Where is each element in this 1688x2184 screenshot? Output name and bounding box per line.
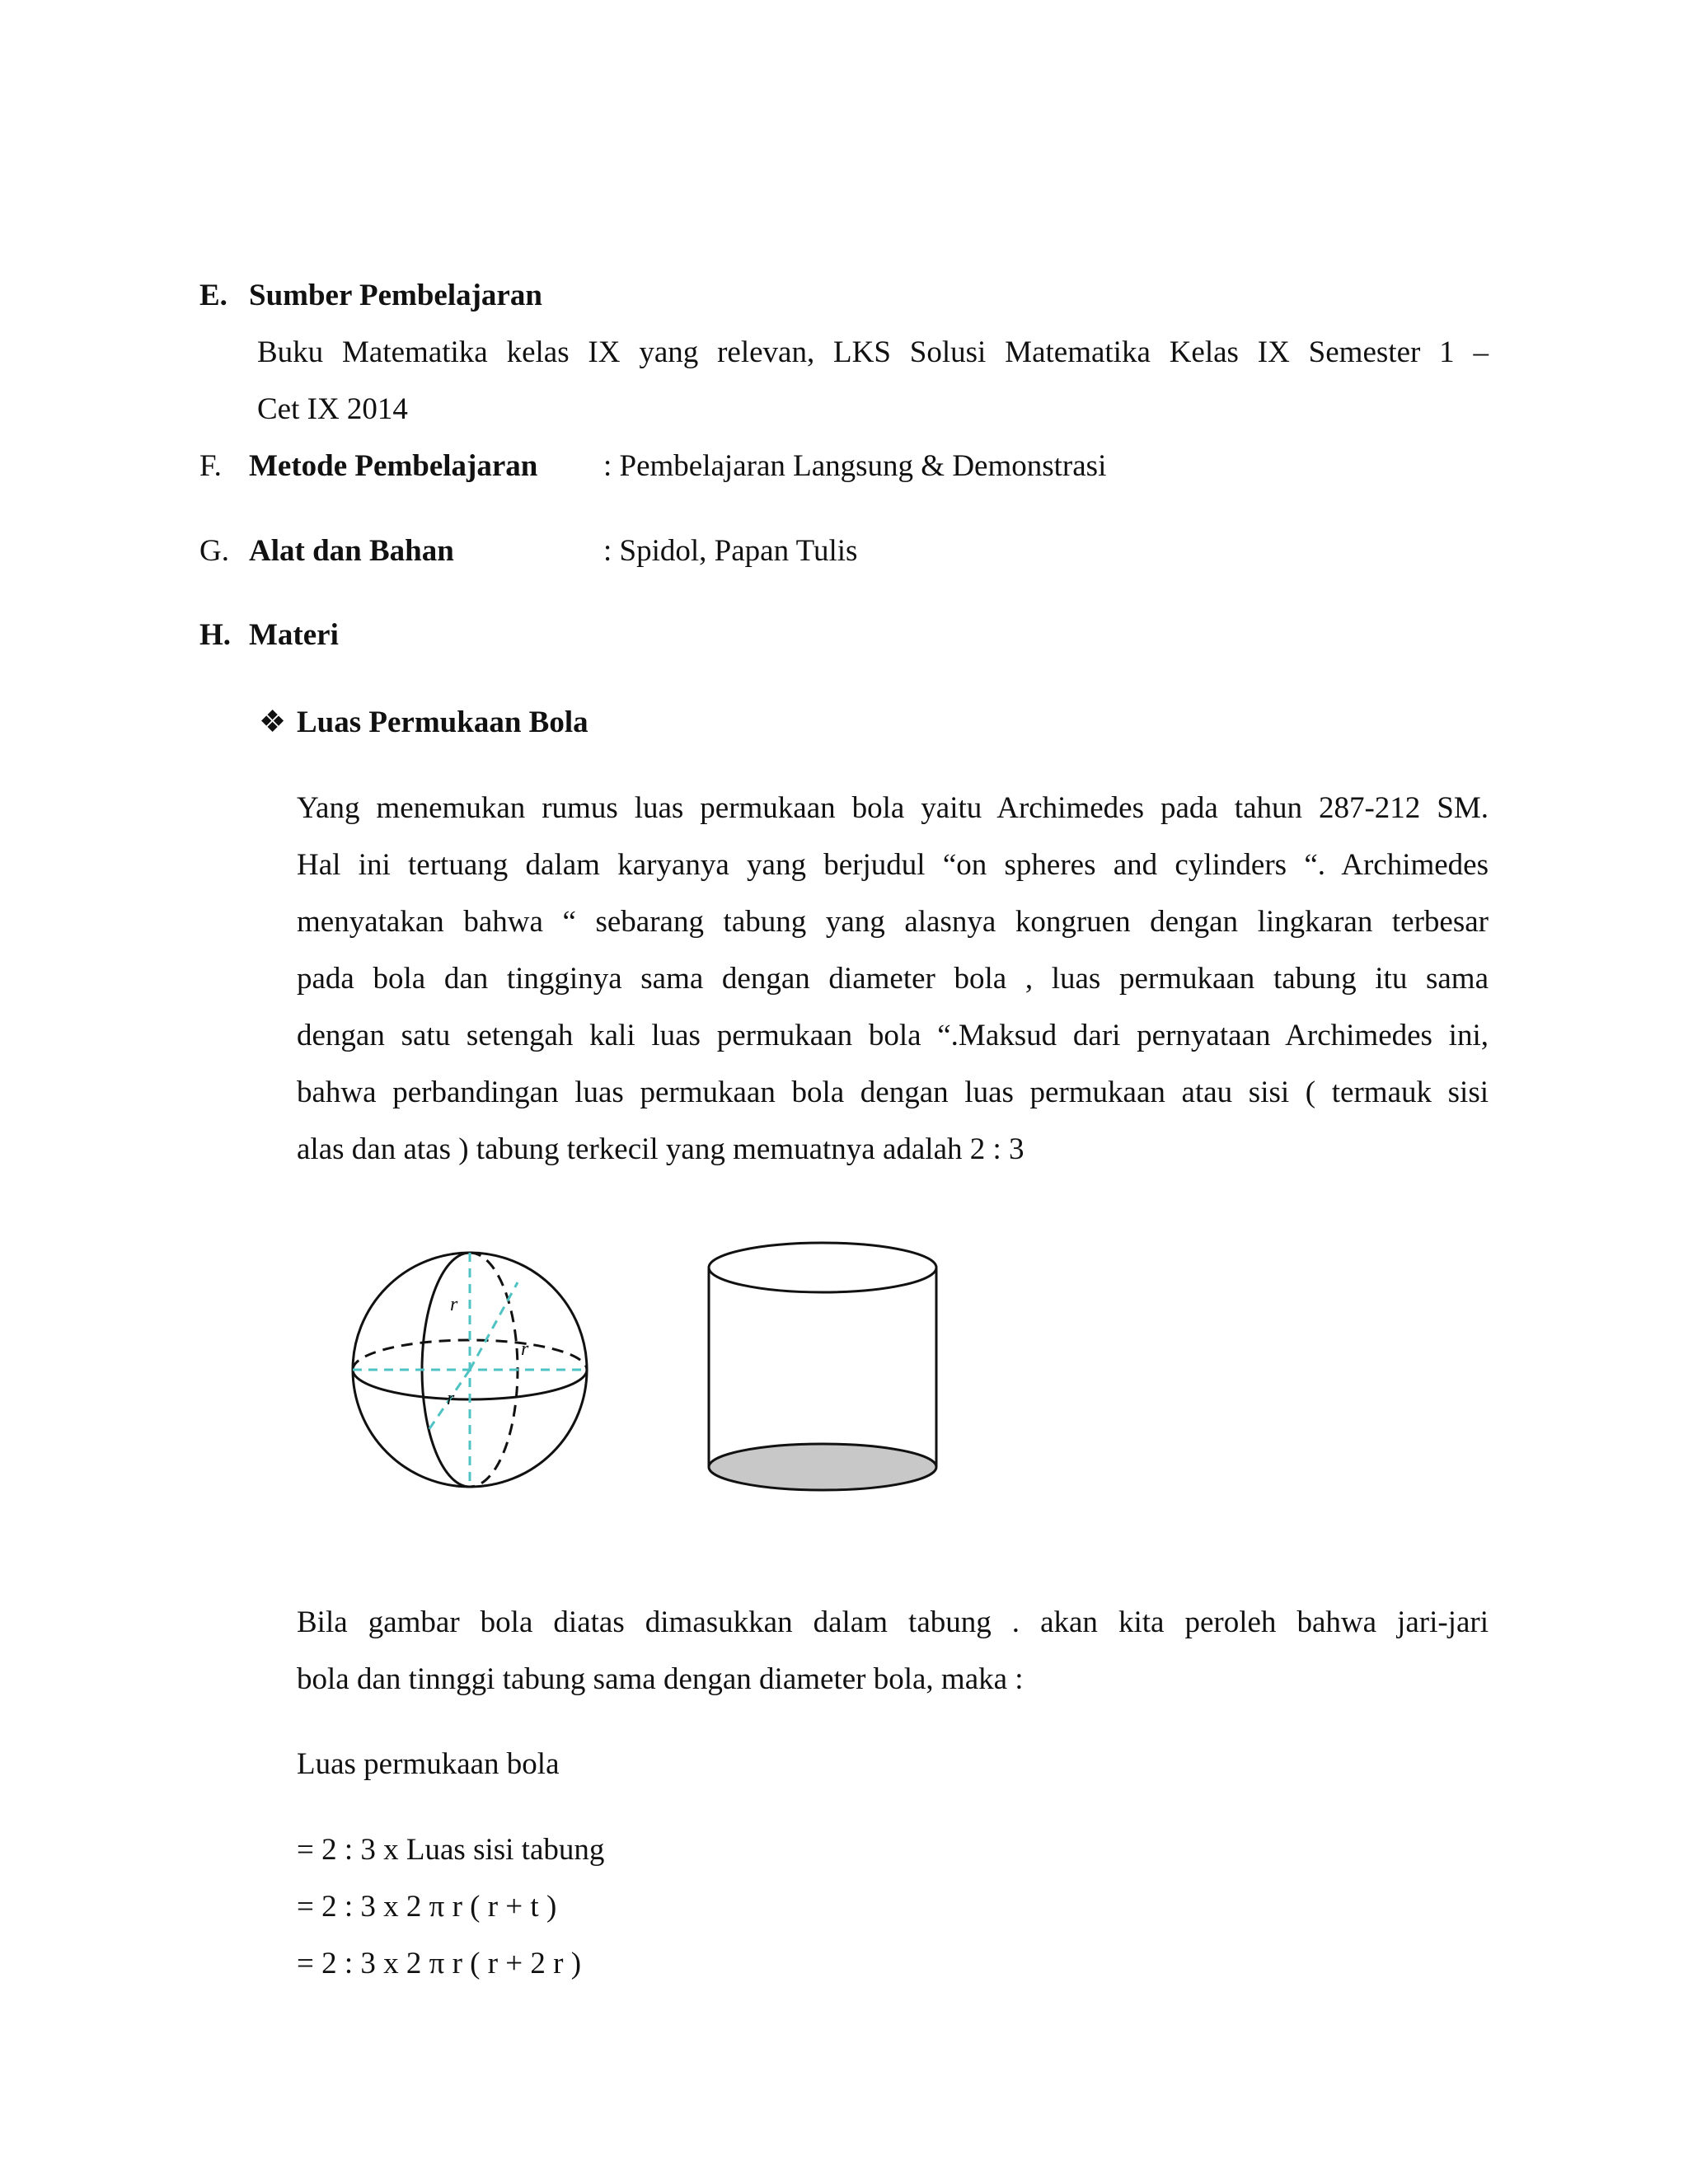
paragraph-line-4: pada bola dan tingginya sama dengan diameter bola , luas permukaan tabung itu sama bbox=[297, 962, 1489, 996]
formula-line-3: = 2 : 3 x 2 π r ( r + 2 r ) bbox=[297, 1947, 582, 1980]
diagonal-radius-line-1 bbox=[470, 1282, 518, 1370]
cylinder-base bbox=[709, 1444, 936, 1490]
radius-label-diagonal: r bbox=[447, 1388, 455, 1409]
paragraph2-line-1: Bila gambar bola diatas dimasukkan dalam tabung . akan kita peroleh bahwa jari-jari bbox=[297, 1605, 1489, 1639]
section-e-body-line-1: Buku Matematika kelas IX yang relevan, LKS Solusi Matematika Kelas IX Semester 1 – bbox=[257, 335, 1489, 369]
cylinder-figure bbox=[702, 1236, 950, 1492]
formula-line-1: = 2 : 3 x Luas sisi tabung bbox=[297, 1833, 605, 1867]
paragraph-line-7: alas dan atas ) tabung terkecil yang memuatnya adalah 2 : 3 bbox=[297, 1132, 1025, 1166]
paragraph-line-5: dengan satu setengah kali luas permukaan bola “.Maksud dari pernyataan Archimedes ini, bbox=[297, 1019, 1489, 1052]
section-g-heading: Alat dan Bahan bbox=[249, 534, 454, 568]
formula-label: Luas permukaan bola bbox=[297, 1747, 560, 1781]
section-h-heading: Materi bbox=[249, 618, 339, 652]
paragraph-line-6: bahwa perbandingan luas permukaan bola dengan luas permukaan atau sisi ( termauk sisi bbox=[297, 1076, 1489, 1109]
paragraph-line-2: Hal ini tertuang dalam karyanya yang berjudul “on spheres and cylinders “. Archimedes bbox=[297, 848, 1489, 882]
section-e-heading: Sumber Pembelajaran bbox=[249, 279, 542, 312]
section-f-letter: F. bbox=[199, 449, 222, 483]
section-g-value: : Spidol, Papan Tulis bbox=[603, 534, 858, 568]
radius-label-vertical: r bbox=[450, 1294, 458, 1315]
sphere-figure bbox=[346, 1246, 593, 1493]
section-f-value: : Pembelajaran Langsung & Demonstrasi bbox=[603, 449, 1107, 483]
paragraph2-line-2: bola dan tinnggi tabung sama dengan diameter bola, maka : bbox=[297, 1662, 1024, 1696]
paragraph-line-1: Yang menemukan rumus luas permukaan bola yaitu Archimedes pada tahun 287-212 SM. bbox=[297, 791, 1489, 825]
section-h-letter: H. bbox=[199, 618, 232, 652]
radius-label-horizontal: r bbox=[521, 1338, 529, 1360]
section-f-heading: Metode Pembelajaran bbox=[249, 449, 538, 483]
formula-line-2: = 2 : 3 x 2 π r ( r + t ) bbox=[297, 1890, 557, 1924]
cylinder-top bbox=[709, 1243, 936, 1292]
diamond-bullet-icon: ❖ bbox=[259, 705, 287, 739]
section-e-letter: E. bbox=[199, 279, 227, 312]
subsection-title: Luas Permukaan Bola bbox=[297, 705, 588, 739]
section-g-letter: G. bbox=[199, 534, 229, 568]
section-e-body-line-2: Cet IX 2014 bbox=[257, 392, 408, 426]
paragraph-line-3: menyatakan bahwa “ sebarang tabung yang alasnya kongruen dengan lingkaran terbesar bbox=[297, 905, 1489, 939]
